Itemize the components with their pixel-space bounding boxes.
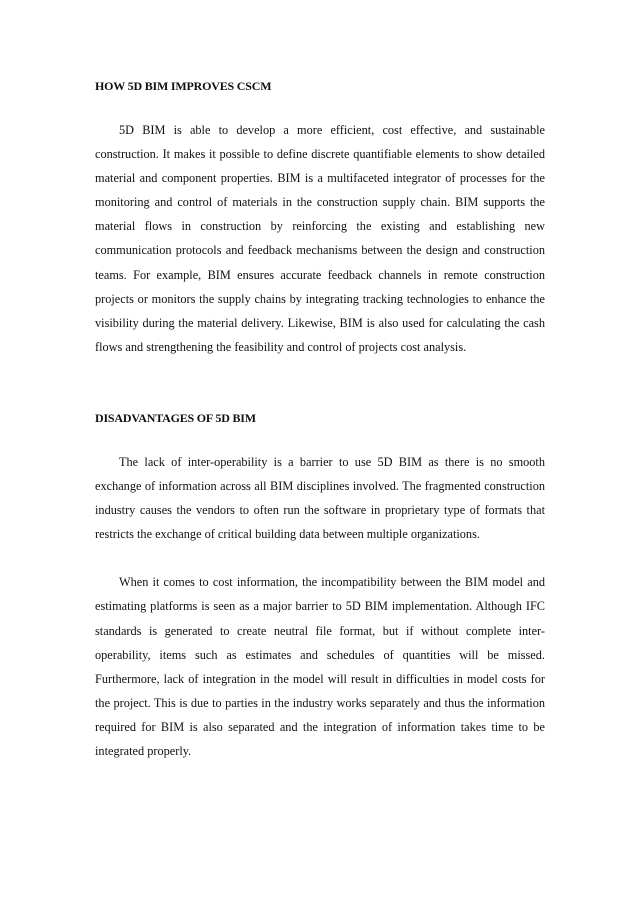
paragraph-interoperability: The lack of inter-operability is a barrier to use 5D BIM as there is no smooth exchange of information across all BIM disciplines involved. The fragmented construction industry causes the vendors to often run the software in proprietary type of formats that restricts the exchange of critical building data between multiple organizations. — [95, 454, 545, 542]
paragraph-cscm-benefits: 5D BIM is able to develop a more efficient, cost effective, and sustainable construction. It makes it possible to define discrete quantifiable elements to show detailed material and component properties. BIM is a multifaceted integrator of processes for the monitoring and control of materials in the construction supply chain. BIM supports the material flows in construction by reinforcing the existing and establishing new communication protocols and feedback mechanisms between the design and construction teams. For example, BIM ensures accurate feedback channels in remote construction projects or monitors the supply chains by integrating tracking technologies to enhance the visibility during the material delivery. Likewise, BIM is also used for calculating the cash flows and strengthening the feasibility and control of projects cost analysis. — [95, 123, 545, 354]
document-body — [95, 74, 545, 763]
section-heading-disadvantages: DISADVANTAGES OF 5D BIM — [95, 410, 256, 425]
paragraph-cost-information: When it comes to cost information, the incompatibility between the BIM model and estimating platforms is seen as a major barrier to 5D BIM implementation. Although IFC standards is generated to create neutral file format, but if without complete inter-operability, items such as estimates and schedules of quantities will be missed. Furthermore, lack of integration in the model will result in difficulties in model costs for the project. This is due to parties in the industry works separately and thus the information required for BIM is also separated and the integration of information takes time to be integrated properly. — [95, 575, 545, 758]
section-heading-cscm: HOW 5D BIM IMPROVES CSCM — [95, 79, 272, 93]
